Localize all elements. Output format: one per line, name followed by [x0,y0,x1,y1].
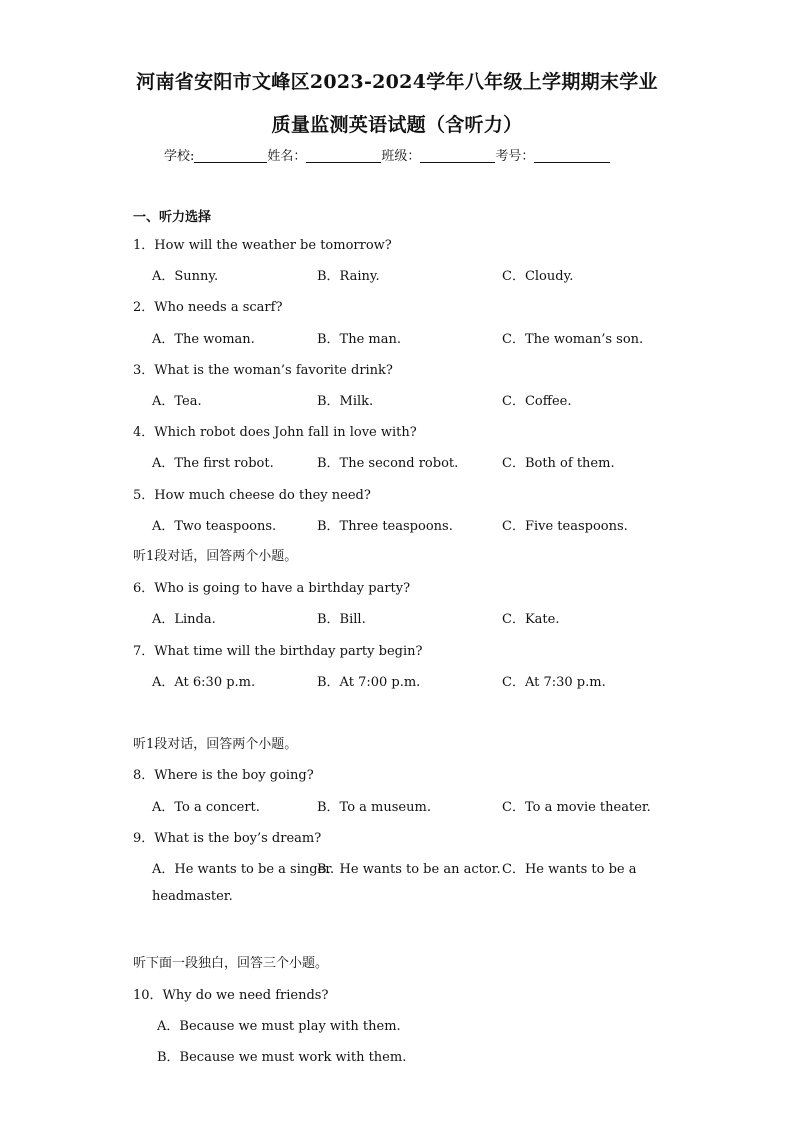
q9-option-c: C．He wants to be a [502,862,637,877]
exam-number-label: 考号： [495,149,535,164]
name-blank[interactable] [306,148,381,163]
q2-option-b: B．The man. [317,332,402,347]
q3-option-a: A．Tea. [152,394,202,409]
q2-option-c: C．The woman’s son. [502,332,644,347]
q1-option-b: B．Rainy. [317,269,380,284]
q6-option-a: A．Linda. [152,612,216,627]
q9-option-b: B．He wants to be an actor. [317,862,501,877]
school-label: 学校: [164,149,195,164]
q8-option-a: A．To a concert. [152,800,260,815]
class-label: 班级： [381,149,421,164]
q7-option-a: A．At 6:30 p.m. [152,675,256,690]
question-4: 4．Which robot does John fall in love with? [133,425,417,440]
q3-option-c: C．Coffee. [502,394,572,409]
q6-option-b: B．Bill. [317,612,366,627]
section-heading-listening: 一、听力选择 [133,210,212,225]
student-info-line [164,145,610,164]
question-6: 6．Who is going to have a birthday party? [133,581,411,596]
q5-option-b: B．Three teaspoons. [317,519,453,534]
question-9: 9．What is the boy’s dream? [133,831,322,846]
q9-option-c-continued: headmaster. [152,889,233,904]
question-2: 2．Who needs a scarf? [133,300,283,315]
q10-option-b: B．Because we must work with them. [157,1050,407,1065]
question-7: 7．What time will the birthday party begin? [133,644,423,659]
question-3: 3．What is the woman’s favorite drink? [133,363,393,378]
q3-option-b: B．Milk. [317,394,374,409]
q10-option-a: A．Because we must play with them. [157,1019,401,1034]
school-blank[interactable] [194,148,267,163]
question-8: 8．Where is the boy going? [133,768,314,783]
q5-option-a: A．Two teaspoons. [152,519,277,534]
q4-option-b: B．The second robot. [317,456,459,471]
class-blank[interactable] [420,148,495,163]
q9-option-a: A．He wants to be a singer. [152,862,335,877]
name-label: 姓名： [267,149,307,164]
exam-title-line1: 河南省安阳市文峰区2023-2024学年八年级上学期期末学业 [136,71,658,93]
instruction-dialog-1: 听1段对话，回答两个小题。 [133,549,298,564]
q2-option-a: A．The woman. [152,332,255,347]
exam-number-blank[interactable] [534,148,610,163]
q6-option-c: C．Kate. [502,612,560,627]
q7-option-c: C．At 7:30 p.m. [502,675,606,690]
q5-option-c: C．Five teaspoons. [502,519,628,534]
q4-option-c: C．Both of them. [502,456,615,471]
exam-title-line2: 质量监测英语试题（含听力） [271,114,523,136]
question-10: 10．Why do we need friends? [133,988,329,1003]
q4-option-a: A．The first robot. [152,456,274,471]
q1-option-c: C．Cloudy. [502,269,574,284]
q7-option-b: B．At 7:00 p.m. [317,675,421,690]
q1-option-a: A．Sunny. [152,269,219,284]
q8-option-c: C．To a movie theater. [502,800,651,815]
question-5: 5．How much cheese do they need? [133,488,371,503]
instruction-monologue: 听下面一段独白，回答三个小题。 [133,956,329,971]
question-1: 1．How will the weather be tomorrow? [133,238,392,253]
instruction-dialog-2: 听1段对话，回答两个小题。 [133,737,298,752]
q8-option-b: B．To a museum. [317,800,431,815]
